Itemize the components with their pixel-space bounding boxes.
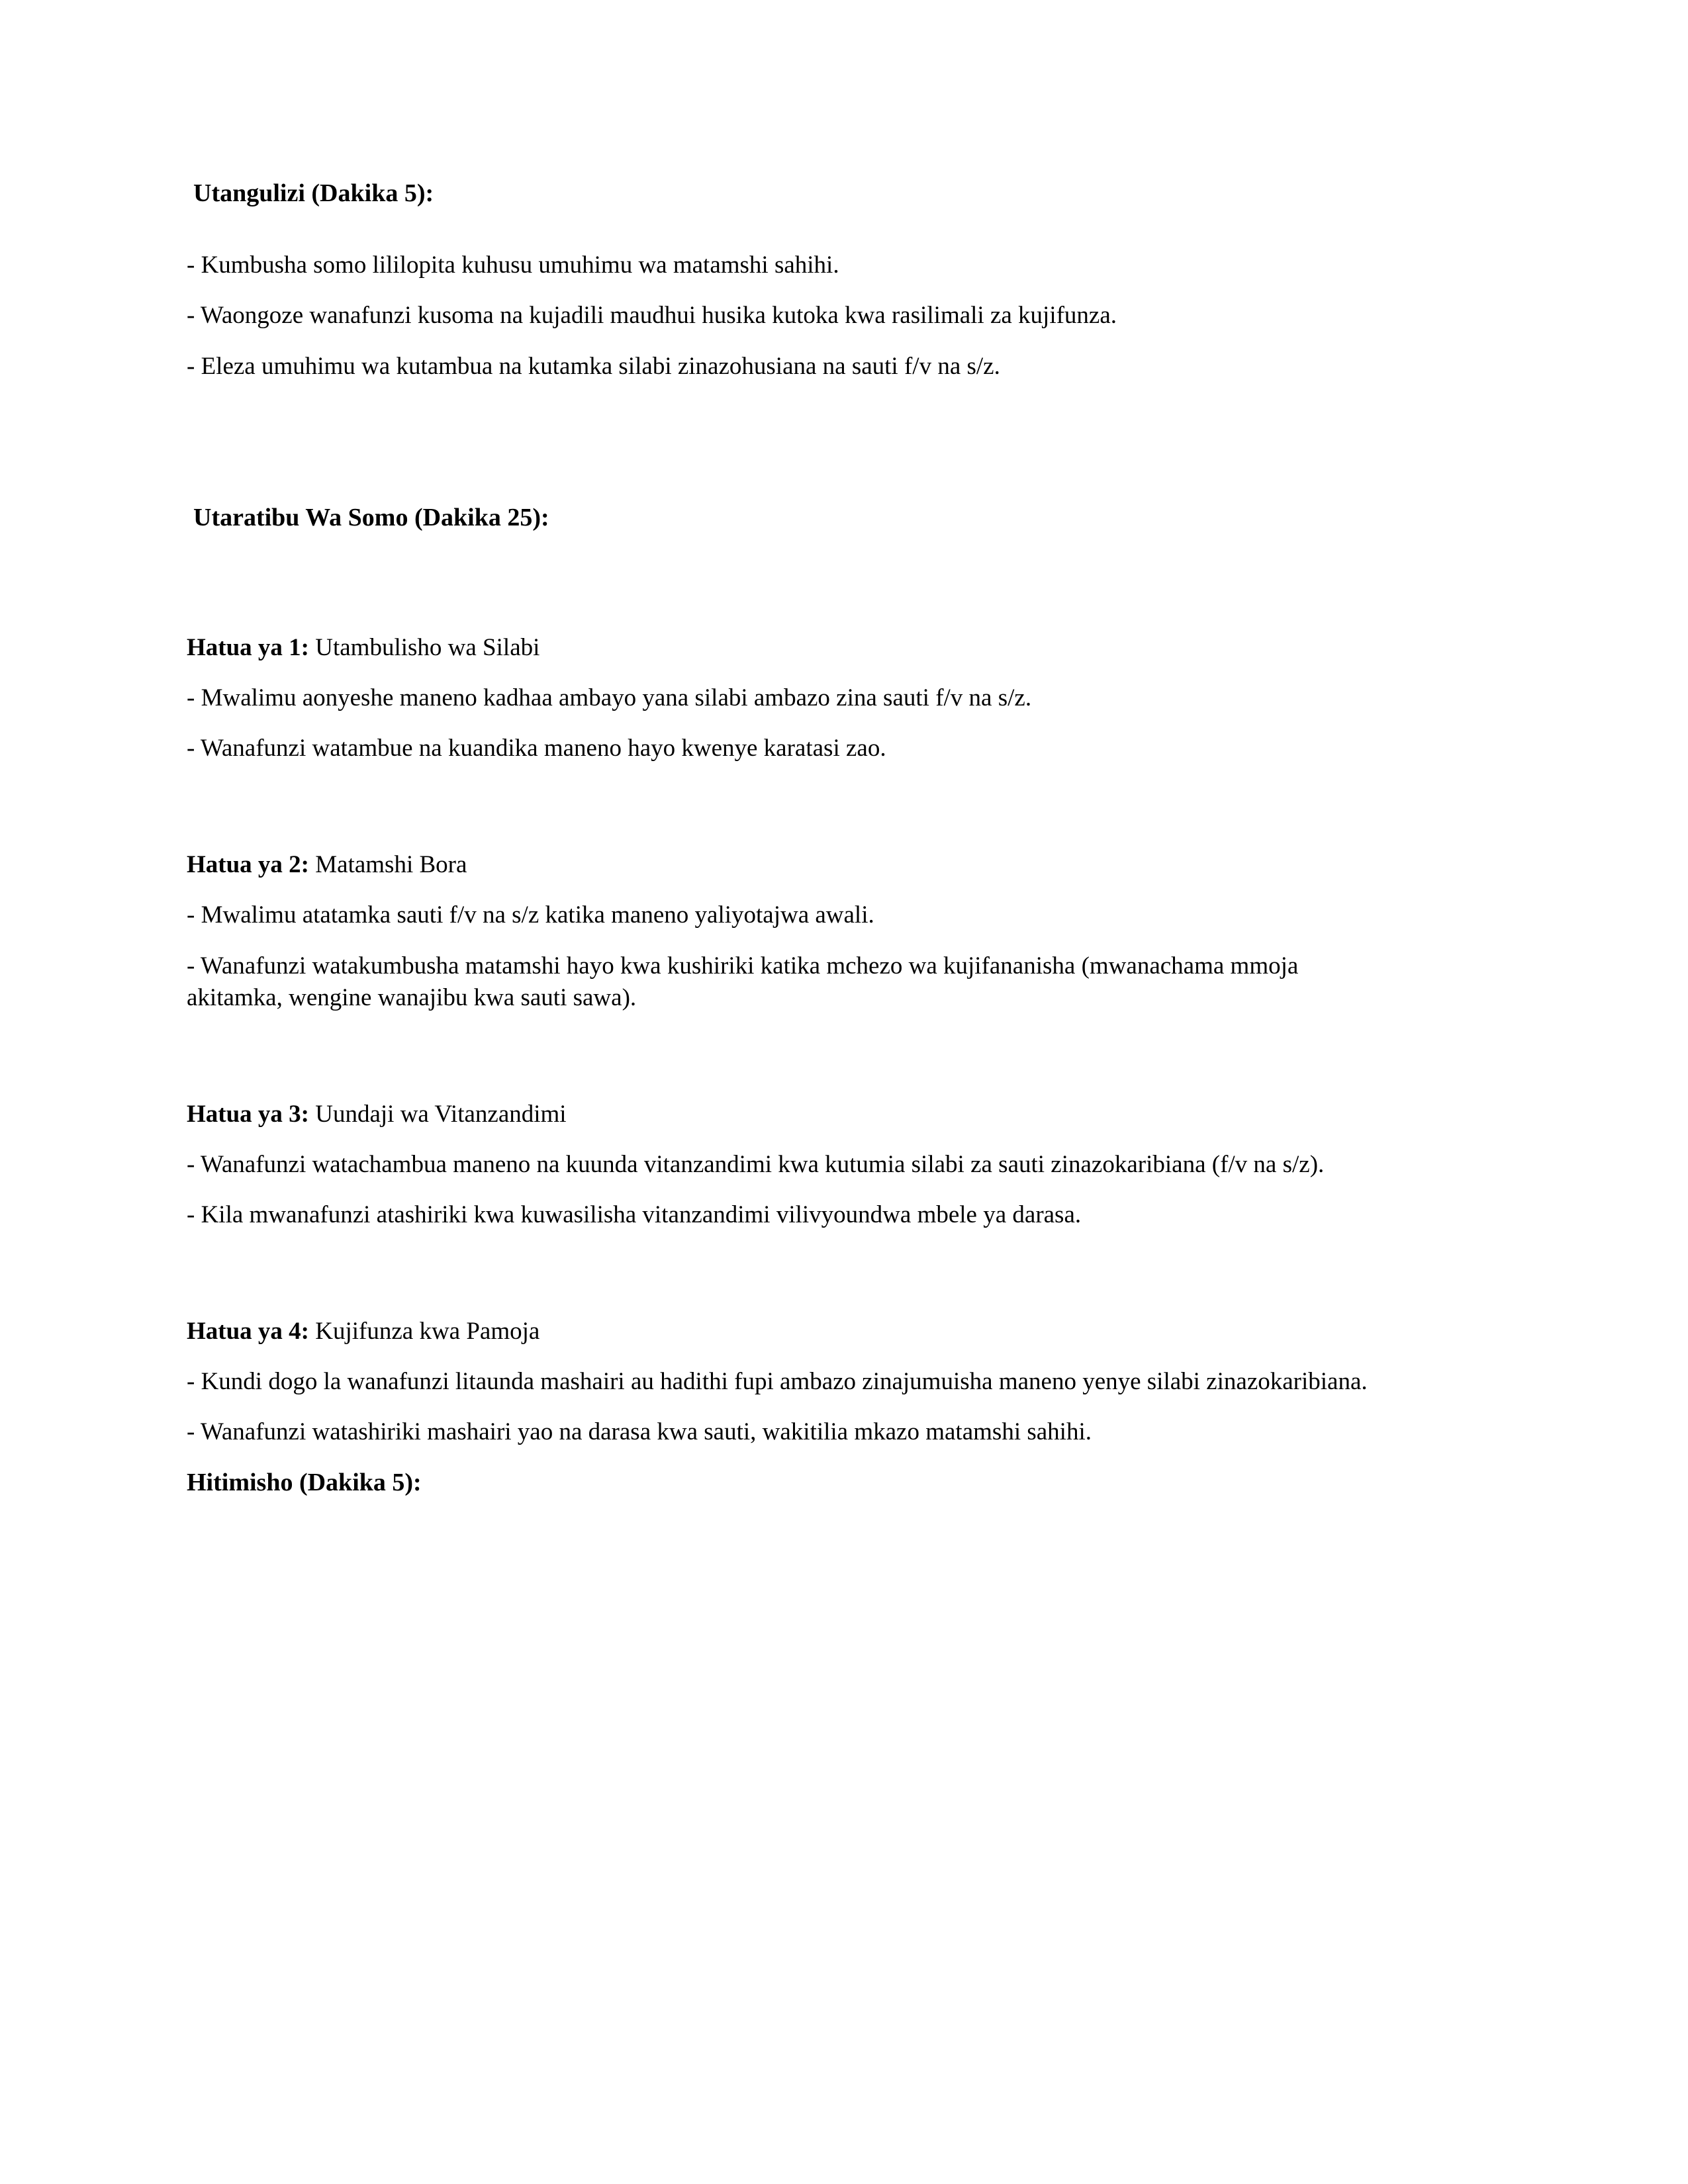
spacer	[187, 281, 1378, 300]
spacer	[187, 1347, 1378, 1366]
spacer	[187, 932, 1378, 950]
spacer	[187, 1080, 1378, 1099]
spacer	[187, 1231, 1378, 1297]
step-heading-hatua-1	[187, 632, 1378, 664]
spacer	[187, 764, 1378, 831]
spacer	[187, 1130, 1378, 1149]
spacer	[187, 1014, 1378, 1080]
spacer	[187, 534, 1378, 614]
hatua-1-line-1: - Mwalimu aonyeshe maneno kadhaa ambayo yana silabi ambazo zina sauti f/v na s/z.	[187, 684, 1032, 712]
section-heading-hitimisho: Hitimisho (Dakika 5):	[187, 1469, 422, 1497]
spacer	[187, 210, 1378, 250]
hatua-4-line-1: - Kundi dogo la wanafunzi litaunda mashairi au hadithi fupi ambazo zinajumuisha maneno yenye silabi zinazokaribiana.	[187, 1368, 1368, 1396]
utangulizi-line-3: - Eleza umuhimu wa kutambua na kutamka silabi zinazohusiana na sauti f/v na s/z.	[187, 352, 1000, 380]
spacer	[187, 614, 1378, 632]
spacer	[187, 383, 1378, 462]
utangulizi-line-2: - Waongoze wanafunzi kusoma na kujadili maudhui husika kutoka kwa rasilimali za kujifunza.	[187, 302, 1117, 330]
spacer	[187, 664, 1378, 682]
step-label-2: Hatua ya 2:	[187, 851, 309, 879]
spacer	[187, 1297, 1378, 1316]
step-label-1: Hatua ya 1:	[187, 634, 309, 662]
document-body	[187, 177, 1378, 1500]
spacer	[187, 714, 1378, 733]
spacer	[187, 1181, 1378, 1199]
step-heading-hatua-2	[187, 849, 1378, 881]
step-heading-hatua-4	[187, 1316, 1378, 1347]
section-heading-utangulizi: Utangulizi (Dakika 5):	[193, 179, 434, 207]
hatua-2-line-2: - Wanafunzi watakumbusha matamshi hayo kwa kushiriki katika mchezo wa kujifananisha (mwanachama mmoja akitamka, wengine wanajibu kwa sauti sawa).	[187, 952, 1299, 1011]
hatua-1-line-2: - Wanafunzi watambue na kuandika maneno hayo kwenye karatasi zao.	[187, 735, 886, 762]
step-title-2: Matamshi Bora	[309, 851, 467, 879]
utangulizi-line-1: - Kumbusha somo lililopita kuhusu umuhimu wa matamshi sahihi.	[187, 251, 839, 279]
spacer	[187, 831, 1378, 849]
hatua-2-line-1: - Mwalimu atatamka sauti f/v na s/z katika maneno yaliyotajwa awali.	[187, 901, 874, 929]
hatua-3-line-2: - Kila mwanafunzi atashiriki kwa kuwasilisha vitanzandimi vilivyoundwa mbele ya darasa.	[187, 1201, 1082, 1228]
spacer	[187, 332, 1378, 351]
step-label-3: Hatua ya 3:	[187, 1100, 309, 1128]
step-title-3: Uundaji wa Vitanzandimi	[309, 1100, 567, 1128]
hatua-4-line-2: - Wanafunzi watashiriki mashairi yao na darasa kwa sauti, wakitilia mkazo matamshi sahihi.	[187, 1418, 1092, 1446]
spacer	[187, 1448, 1378, 1467]
hatua-3-line-1: - Wanafunzi watachambua maneno na kuunda vitanzandimi kwa kutumia silabi za sauti zinazokaribiana (f/v na s/z).	[187, 1150, 1325, 1178]
spacer	[187, 1398, 1378, 1416]
spacer	[187, 881, 1378, 899]
spacer	[187, 462, 1378, 502]
section-heading-utaratibu: Utaratibu Wa Somo (Dakika 25):	[193, 503, 549, 531]
step-title-1: Utambulisho wa Silabi	[309, 634, 540, 662]
step-label-4: Hatua ya 4:	[187, 1318, 309, 1345]
step-heading-hatua-3	[187, 1099, 1378, 1130]
step-title-4: Kujifunza kwa Pamoja	[309, 1318, 540, 1345]
